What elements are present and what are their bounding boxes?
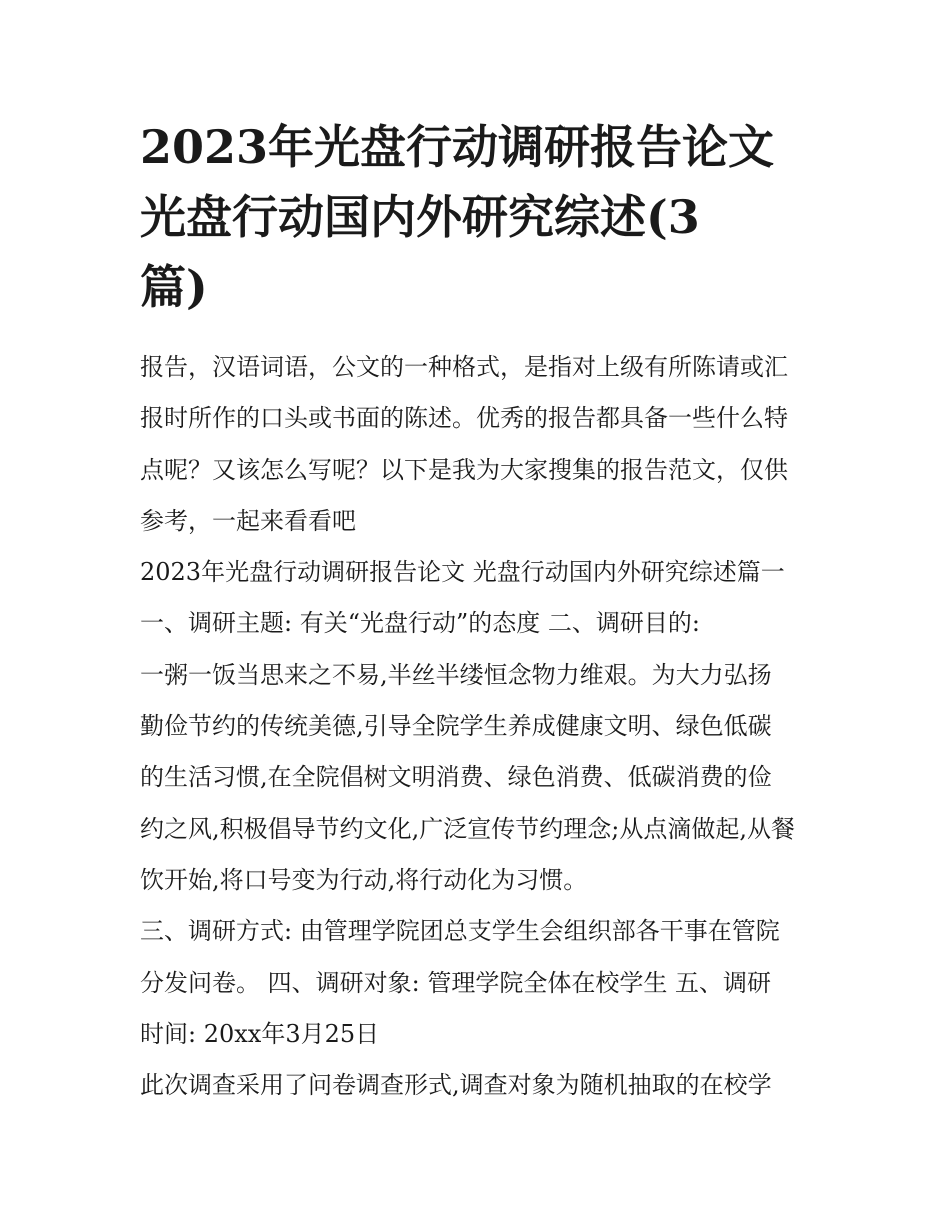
text-line: 报时所作的口头或书面的陈述。优秀的报告都具备一些什么特 [140, 404, 788, 433]
survey-method-paragraph [140, 906, 820, 1060]
intro-paragraph [140, 342, 820, 547]
section-heading [140, 547, 820, 598]
text-line: 勤俭节约的传统美德,引导全院学生养成健康文明、绿色低碳 [140, 712, 772, 741]
document-title [140, 112, 820, 322]
text-line: 分发问卷。 四、调研对象: 管理学院全体在校学生 五、调研 [140, 968, 771, 997]
title-line: 篇) [140, 260, 208, 314]
survey-purpose-paragraph [140, 650, 820, 906]
text-line: 2023年光盘行动调研报告论文 光盘行动国内外研究综述篇一 [140, 558, 785, 587]
text-line: 一粥一饭当思来之不易,半丝半缕恒念物力维艰。为大力弘扬 [140, 660, 772, 689]
survey-description-paragraph [140, 1060, 820, 1111]
text-line: 的生活习惯,在全院倡树文明消费、绿色消费、低碳消费的俭 [140, 763, 772, 792]
text-line: 饮开始,将口号变为行动,将行动化为习惯。 [140, 865, 588, 894]
document-page [140, 112, 820, 1111]
text-line: 三、调研方式: 由管理学院团总支学生会组织部各干事在管院 [140, 917, 780, 946]
survey-topic-paragraph [140, 598, 820, 649]
title-line: 光盘行动国内外研究综述(3 [140, 190, 700, 244]
text-line: 此次调查采用了问卷调查形式,调查对象为随机抽取的在校学 [140, 1071, 772, 1100]
text-line: 参考，一起来看看吧 [140, 506, 356, 535]
text-line: 约之风,积极倡导节约文化,广泛宣传节约理念;从点滴做起,从餐 [140, 814, 795, 843]
title-line: 2023年光盘行动调研报告论文 [140, 120, 775, 174]
text-line: 点呢？又该怎么写呢？以下是我为大家搜集的报告范文，仅供 [140, 455, 788, 484]
text-line: 时间: 20xx年3月25日 [140, 1019, 380, 1048]
text-line: 报告，汉语词语，公文的一种格式，是指对上级有所陈请或汇 [140, 353, 788, 381]
text-line: 一、调研主题: 有关“光盘行动”的态度 二、调研目的: [140, 609, 700, 638]
